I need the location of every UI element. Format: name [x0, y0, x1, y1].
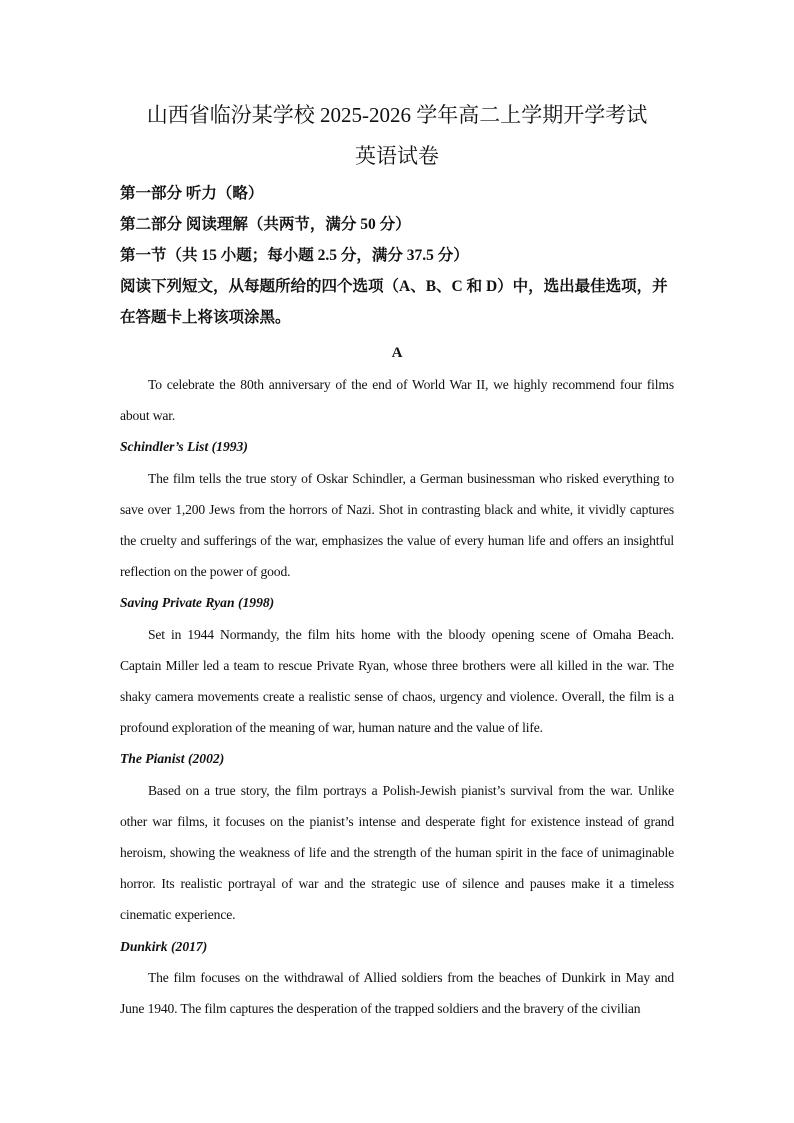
film-description: Set in 1944 Normandy, the film hits home with the bloody opening scene of Omaha Beach. Captain Miller led a team to rescue Private Ryan, whose three brothers were all killed in the war. The shaky camera movements create a realistic sense of chaos, urgency and violence. Overall, the film is a profound exploration of the meaning of war, human nature and the value of life.: [120, 626, 674, 736]
section-heading-part2: 第二部分 阅读理解（共两节，满分 50 分）: [120, 216, 411, 233]
film-description: The film focuses on the withdrawal of Allied soldiers from the beaches of Dunkirk in May and June 1940. The film captures the desperation of the trapped soldiers and the bravery of the civilian: [120, 969, 674, 1017]
reading-instruction: 阅读下列短文，从每题所给的四个选项（A、B、C 和 D）中，选出最佳选项，并在答题卡上将该项涂黑。: [120, 278, 668, 326]
film-entry: [120, 743, 674, 930]
film-title: Schindler’s List (1993): [120, 439, 248, 455]
exam-title: 山西省临汾某学校 2025-2026 学年高二上学期开学考试: [146, 103, 648, 127]
section-heading-section1: 第一节（共 15 小题；每小题 2.5 分，满分 37.5 分）: [120, 247, 469, 264]
film-entry: [120, 931, 674, 1025]
film-entry: [120, 587, 674, 743]
film-description: The film tells the true story of Oskar Schindler, a German businessman who risked everything to save over 1,200 Jews from the horrors of Nazi. Shot in contrasting black and white, it vividly captures the cruelty and sufferings of the war, emphasizes the value of every human life and offers an insightful reflection on the power of good.: [120, 470, 674, 580]
passage-label: A: [391, 345, 403, 361]
film-description: Based on a true story, the film portrays a Polish-Jewish pianist’s survival from the war. Unlike other war films, it focuses on the pianist’s intense and desperate fight for existence instead of grand heroism, showing the weakness of life and the strength of the human spirit in the face of unimaginable horror. Its realistic portrayal of war and the strategic use of silence and pauses make it a timeless cinematic experience.: [120, 782, 674, 923]
section-heading-part1: 第一部分 听力（略）: [120, 185, 264, 202]
film-title: Dunkirk (2017): [120, 938, 208, 954]
film-title: Saving Private Ryan (1998): [120, 595, 275, 611]
film-entry: [120, 431, 674, 587]
exam-page: [120, 100, 674, 1024]
exam-subtitle: 英语试卷: [355, 144, 439, 168]
film-title: The Pianist (2002): [120, 751, 225, 767]
passage-intro: To celebrate the 80th anniversary of the end of World War II, we highly recommend four films about war.: [120, 377, 674, 424]
